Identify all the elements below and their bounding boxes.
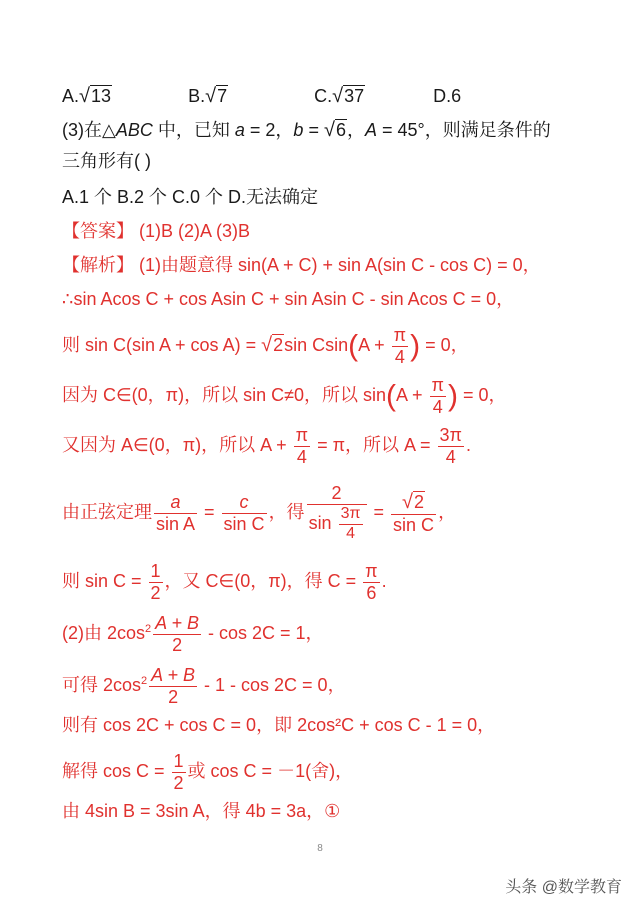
q2-options: A.√13 B.√7 C.√37 D.6: [62, 85, 462, 107]
analysis-line8: (2)由 $2\cos^2$ $\frac{A + B}{2}$ - cos 2C = 1，: [62, 613, 324, 655]
analysis-line12: 由 4sin B = 3sin A，得 4b = 3a，①: [62, 801, 341, 821]
page-number: 8: [317, 843, 323, 854]
q3-stem-line1: (3)在△ABC 中，已知 a = 2，b = √6，A = 45°，则满足条件的: [62, 119, 551, 141]
analysis-line7: 则 sin C = $\frac{1}{2}$ ，又 C∈(0，π)，得 C = $\frac{\pi}{6}$ .: [62, 561, 387, 603]
answer-line: [62, 222, 250, 240]
analysis-label: 【解析】: [62, 255, 134, 275]
analysis-line11: 解得 cos C = $\frac{1}{2}$ 或 cos C = －1(舍)，: [62, 751, 354, 793]
answer-text: (1)B (2)A (3)B: [134, 221, 251, 241]
analysis-line5: 又因为 A∈(0，π)，所以 A + $\frac{\pi}{4}$ = π，所以 A = $\frac{3\pi}{4}$ .: [62, 425, 471, 467]
analysis-line6: 由正弦定理 $\frac{a}{\text{sin A}}$ = $\frac{c}{\text{sin C}}$ ，得 2 sin $\frac{3\pi}{4}$ = $\frac{√2}{\text{sin C}}$ ，: [62, 483, 457, 542]
watermark: 头条 @数学教育: [505, 879, 622, 896]
q3-options: A.1 个 B.2 个 C.0 个 D.无法确定: [62, 187, 319, 207]
analysis-line4: 因为 C∈(0，π)，所以 sin C≠0，所以 sin(A + $\frac{\pi}{4}$ ) = 0，: [62, 375, 507, 417]
analysis-line9: 可得 $2\cos^2$ $\frac{A + B}{2}$ - 1 - cos 2C = 0，: [62, 665, 346, 707]
analysis-line10: 则有 cos 2C + cos C = 0，即 2cos²C + cos C - 1 = 0，: [62, 715, 496, 735]
analysis-line2: ∴sin Acos C + cos Asin C + sin Asin C - sin Acos C = 0，: [62, 289, 515, 309]
answer-label: 【答案】: [62, 221, 134, 241]
analysis-line3: 则 sin C(sin A + cos A) = √2sin Csin(A + $\frac{\pi}{4}$ ) = 0，: [62, 325, 469, 367]
analysis-line1: 【解析】 (1)由题意得 sin(A + C) + sin A(sin C - cos C) = 0，: [62, 255, 541, 275]
q3-stem-line2: 三角形有( ): [62, 151, 151, 171]
